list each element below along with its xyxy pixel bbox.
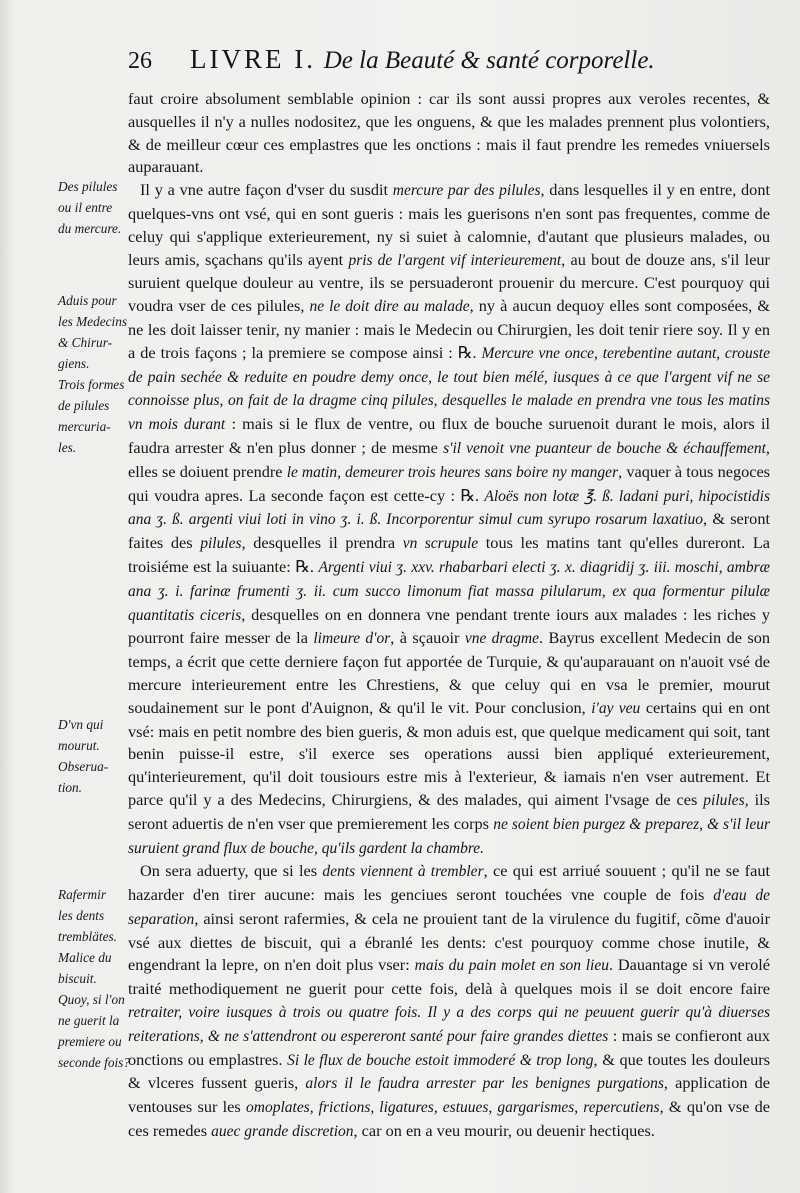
italic-run: limeure d'or	[313, 630, 391, 648]
main-text	[128, 88, 770, 1144]
margin-line: Quoy, si l'on	[58, 992, 125, 1007]
italic-run: Argenti viui ʒ. xxv. rhabarbari electi ʒ. x. diagridij ʒ. iii. moschi, ambræ ana ʒ. i. farinæ frumenti ʒ. ii. cum succo limonum fiat massa pilularum, ex qua formentur pilulæ quantitatis ciceris	[128, 558, 770, 624]
header-subtitle: De la Beauté & santé corporelle.	[323, 47, 655, 74]
margin-line: Aduis pour	[58, 293, 117, 308]
page-number: 26	[128, 48, 152, 74]
paragraph-intro: faut croire absolument semblable opinion : car ils sont aussi propres aux veroles recentes, & ausquelles il n'y a nulles nodositez, que les onguens, & que les malades prennent plus volontiers, & de meilleur cœur ces emplastres que les onctions : mais il faut prendre les remedes vniuersels auparauant.	[128, 89, 770, 177]
header-title	[190, 44, 655, 75]
margin-note-observation	[58, 714, 124, 798]
margin-line: Obseruа-	[58, 759, 109, 774]
italic-run: Mercure vne once, terebentine autant, crouste de pain sechée & reduite en poudre demy once, le tout bien mélé, iusques à ce que l'argent vif ne se connoisse plus, on fait de la dragme cinq pilules, desquelles le malade en prendra vne tous les matins vn mois durant	[128, 344, 770, 434]
italic-run: omoplates, frictions, ligatures, estuues, gargarismes, repercutiens	[246, 1099, 660, 1117]
italic-run: vne dragme	[464, 630, 539, 648]
margin-note-pilules	[58, 176, 124, 239]
margin-line: Rafermir	[58, 887, 107, 902]
margin-line: ou il entre	[58, 200, 113, 215]
margin-line: seconde fois?	[58, 1055, 131, 1070]
margin-note-trois-formes	[58, 374, 124, 458]
paragraph-pilules: Il y a vne autre façon d'vser du susdit mercure par des pilules, dans lesquelles il y en entre, dont quelques-vns ont vsé, qui en sont gueris : mais les guerisons n'en sont pas frequentes, comme de celuy qui s'applique exterieurement, ny si suiet à calomnie, d'autant que plusieurs malades, ou leurs amis, sçachans qu'ils ayent pris de l'argent vif interieurement, au bout de douze ans, s'il leur suruient quelque douleur au ventre, ils se persuaderont prouenir du mercure. C'est pourquoy qui voudra vser de ces pilules, ne le doit dire au malade, ny à aucun dequoy elles sont composées, & ne les doit laisser tenir, ny manier : mais le Medecin ou Chirurgien, les doit tenir riere soy. Il y en a de trois façons ; la premiere se compose ainsi : ℞. Mercure vne once, terebentine autant, crouste de pain sechée & reduite en poudre demy once, le tout bien mélé, iusques à ce que l'argent vif ne se connoisse plus, on fait de la dragme cinq pilules, desquelles le malade en prendra vne tous les matins vn mois durant : mais si le flux de ventre, ou flux de bouche suruenoit durant le mois, alors il faudra arrester & n'en plus donner ; de mesme s'il venoit vne puanteur de bouche & échauffement, elles se doiuent prendre le matin, demeurer trois heures sans boire ny manger, vaquer à tous negoces qui voudra apres. La seconde façon est cette-cy : ℞. Aloës non lotæ ℥. ß. ladani puri, hipocistidis ana ʒ. ß. argenti viui loti in vino ʒ. i. ß. Incorporentur simul cum syrupo rosarum laxatiuo, & seront faites des pilules, desquelles il prendra vn scrupule tous les matins tant qu'elles dureront. La troisiéme est la suiuante: ℞. Argenti viui ʒ. xxv. rhabarbari electi ʒ. x. diagridij ʒ. iii. moschi, ambræ ana ʒ. i. farinæ frumenti ʒ. ii. cum succo limonum fiat massa pilularum, ex qua formentur pilulæ quantitatis ciceris, desquelles on en donnera vne pendant trente iours aux malades : les riches y pourront faire messer de la limeure d'or, à sçauoir vne dragme. Bayrus excellent Medecin de son temps, a écrit que cette derniere façon fut apportée de Turquie, & qu'auparauant on n'auoit vsé de mercure interieurement entre les Chrestiens, & que celuy qui en vsa le premier, mourut soudainement sur le pont d'Auignon, & qu'il le vit. Pour conclusion, i'ay veu certains qui en ont vsé: mais en petit nombre des bien gueris, & mon aduis est, que quelque medicament qui soit, tant benin puisse-il estre, s'il exerce ses operations aussi bien appliqué exterieurement, qu'interieurement, qu'il doit tousiours estre mis à l'exterieur, & iamais n'en vser autrement. Et parce qu'il y a des Medecins, Chirurgiens, & des malades, qui aiment l'vsage de ces pilules, ils seront aduertis de n'en vser que premierement les corps ne soient bien purgez & preparez, & s'il leur suruient grand flux de bouche, qu'ils gardent la chambre.	[128, 180, 771, 857]
margin-line: giens.	[58, 356, 90, 371]
margin-line: mourut.	[58, 738, 100, 753]
italic-run: s'il venoit vne puanteur de bouche & échauffement	[443, 439, 766, 457]
paragraph-dents: On sera aduerty, que si les dents viennent à trembler, ce qui est arriué souuent ; qu'il ne se faut hazarder d'en tirer aucune: mais les genciues seront touchées vne couple de fois d'eau de separation, ainsi seront rafermies, & cela ne prouient tant de la virulence du fugitif, cõme d'auoir vsé aux diettes de biscuit, qui a ébranlé les dents: c'est pourquoy comme chose inutile, & engendrant la lepre, on n'en doit plus vser: mais du pain molet en son lieu. Dauantage si vn verolé traité methodiquement ne guerit pour cette fois, delà à quelques mois il se doit encore faire retraiter, voire iusques à trois ou quatre fois. Il y a des corps qui ne peuuent guerir qu'à diuerses reiterations, & ne s'attendront ou espereront santé pour faire grandes diettes : mais se confieront aux onctions ou emplastres. Si le flux de bouche estoit immoderé & trop long, & que toutes les douleurs & vlceres fussent gueris, alors il le faudra arrester par les benignes purgations, application de ventouses sur les omoplates, frictions, ligatures, estuues, gargarismes, repercutiens, & qu'on vse de ces remedes auec grande discretion, car on en a veu mourir, ou deuenir hectiques.	[128, 861, 771, 1141]
margin-line: premiere ou	[58, 1034, 122, 1049]
margin-line: tion.	[58, 780, 83, 795]
italic-run: dents viennent à trembler	[322, 863, 484, 881]
italic-run: le matin, demeurer trois heures sans boire ny manger	[286, 463, 619, 481]
margin-line: D'vn qui	[58, 717, 104, 732]
margin-line: Trois formes	[58, 377, 125, 392]
margin-line: Malice du	[58, 950, 112, 965]
running-header	[128, 42, 778, 78]
margin-line: mercuria-	[58, 419, 111, 434]
italic-run: i'ay veu	[591, 699, 641, 717]
italic-run: Aloës non lotæ ℥. ß. ladani puri, hipocistidis ana ʒ. ß. argenti viui loti in vino ʒ. i. ß. Incorporentur simul cum syrupo rosarum laxatiuo	[128, 487, 770, 529]
italic-run: retraiter, voire iusques à trois ou quatre fois. Il y a des corps qui ne peuuent guerir qu'à diuerses reiterations, & ne s'attendront ou espereront santé pour faire grandes diettes	[128, 1004, 770, 1045]
italic-run: d'eau de separation	[128, 887, 771, 928]
italic-run: vn scrupule	[402, 535, 479, 553]
margin-line: les dents	[58, 908, 105, 923]
italic-run: Si le flux de bouche estoit immoderé & trop long	[287, 1051, 594, 1069]
italic-run: mercure par des pilules	[392, 182, 541, 200]
margin-line: tremblätes.	[58, 929, 117, 944]
italic-run: mais du pain molet en son lieu	[414, 957, 609, 975]
italic-run: ne le doit dire au malade	[309, 298, 470, 316]
margin-line: de pilules	[58, 398, 110, 413]
margin-note-aduis	[58, 290, 128, 374]
italic-run: auec grande discretion	[211, 1123, 354, 1141]
margin-line: biscuit.	[58, 971, 97, 986]
margin-line: les.	[58, 440, 77, 455]
italic-run: ne soient bien purgez & preparez, & s'il leur suruient grand flux de bouche, qu'ils gardent la chambre.	[128, 815, 770, 857]
italic-run: alors il le faudra arrester par les benignes purgations	[305, 1075, 664, 1093]
margin-line: & Chirur-	[58, 335, 113, 350]
italic-run: pris de l'argent vif interieurement	[348, 251, 562, 269]
italic-run: pilules	[200, 535, 242, 553]
margin-line: les Medecins	[58, 314, 128, 329]
margin-note-dents	[58, 884, 131, 1073]
header-livre: LIVRE I.	[190, 44, 316, 74]
margin-line: ne guerit la	[58, 1013, 120, 1028]
margin-line: du mercure.	[58, 221, 122, 236]
margin-line: Des pilules	[58, 179, 118, 194]
italic-run: pilules	[703, 791, 745, 809]
